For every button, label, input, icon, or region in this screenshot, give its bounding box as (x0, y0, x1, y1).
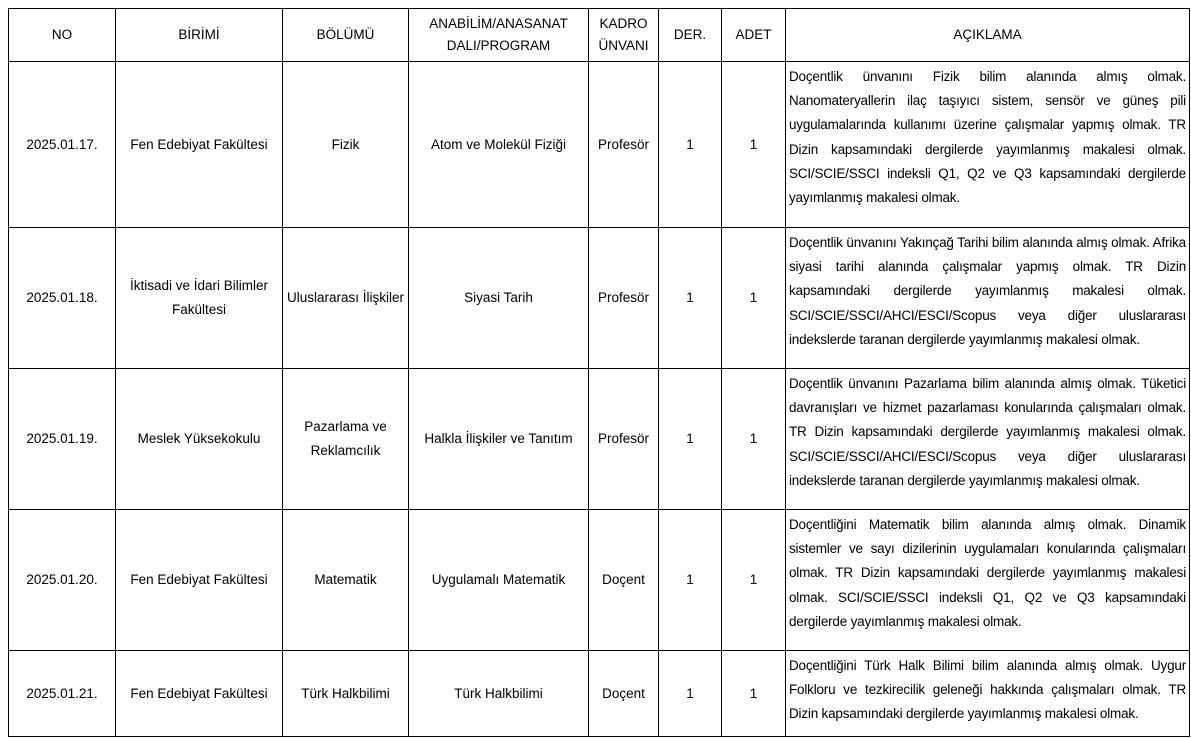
header-kadro: KADRO ÜNVANI (589, 9, 659, 62)
cell-der: 1 (659, 228, 722, 369)
table-row (9, 510, 1190, 651)
header-birimi: BİRİMİ (116, 9, 283, 62)
header-bolumu: BÖLÜMÜ (283, 9, 409, 62)
cell-bolumu: Pazarlama ve Reklamcılık (283, 369, 409, 510)
cell-bolumu: Uluslararası İlişkiler (283, 228, 409, 369)
table-row (9, 62, 1190, 228)
cell-aciklama: Doçentlik ünvanını Pazarlama bilim alanında almış olmak. Tüketici davranışları ve hizmet pazarlaması konularında çalışmaları olmak. TR Dizin kapsamındaki dergilerde yayımlanmış makalesi olmak. SCI/SCIE/SSCI/AHCI/ESCI/Scopus veya diğer uluslararası indekslerde taranan dergilerde yayımlanmış makalesi olmak. (786, 369, 1190, 510)
cell-no: 2025.01.19. (9, 369, 116, 510)
cell-adet: 1 (722, 369, 786, 510)
cell-aciklama: Doçentlik ünvanını Fizik bilim alanında almış olmak. Nanomateryallerin ilaç taşıyıcı sistem, sensör ve güneş pili uygulamalarında kullanımı üzerine çalışmalar yapmış olmak. TR Dizin kapsamındaki dergilerde yayımlanmış makalesi olmak. SCI/SCIE/SSCI indeksli Q1, Q2 ve Q3 kapsamındaki dergilerde yayımlanmış makalesi olmak. (786, 62, 1190, 228)
header-der: DER. (659, 9, 722, 62)
cell-kadro: Profesör (589, 62, 659, 228)
cell-bolumu: Fizik (283, 62, 409, 228)
academic-position-table (8, 8, 1190, 737)
cell-no: 2025.01.17. (9, 62, 116, 228)
cell-bolumu: Matematik (283, 510, 409, 651)
cell-no: 2025.01.18. (9, 228, 116, 369)
cell-adet: 1 (722, 228, 786, 369)
cell-bolumu: Türk Halkbilimi (283, 651, 409, 737)
cell-adet: 1 (722, 651, 786, 737)
table-header-row (9, 9, 1190, 62)
table-row (9, 369, 1190, 510)
header-adet: ADET (722, 9, 786, 62)
cell-der: 1 (659, 651, 722, 737)
cell-anabilim: Halkla İlişkiler ve Tanıtım (409, 369, 589, 510)
cell-anabilim: Türk Halkbilimi (409, 651, 589, 737)
cell-aciklama: Doçentlik ünvanını Yakınçağ Tarihi bilim alanında almış olmak. Afrika siyasi tarihi alanında çalışmalar yapmış olmak. TR Dizin kapsamındaki dergilerde yayımlanmış makalesi olmak. SCI/SCIE/SSCI/AHCI/ESCI/Scopus veya diğer uluslararası indekslerde taranan dergilerde yayımlanmış makalesi olmak. (786, 228, 1190, 369)
cell-der: 1 (659, 369, 722, 510)
cell-aciklama: Doçentliğini Türk Halk Bilimi bilim alanında almış olmak. Uygur Folkloru ve tezkirecilik geleneği hakkında çalışmaları olmak. TR Dizin kapsamındaki dergilerde yayımlanmış makalesi olmak. (786, 651, 1190, 737)
cell-kadro: Profesör (589, 228, 659, 369)
cell-anabilim: Uygulamalı Matematik (409, 510, 589, 651)
cell-anabilim: Siyasi Tarih (409, 228, 589, 369)
cell-aciklama: Doçentliğini Matematik bilim alanında almış olmak. Dinamik sistemler ve sayı dizilerinin uygulamaları konularında çalışmaları olmak. TR Dizin kapsamındaki dergilerde yayımlanmış makalesi olmak. SCI/SCIE/SSCI indeksli Q1, Q2 ve Q3 kapsamındaki dergilerde yayımlanmış makalesi olmak. (786, 510, 1190, 651)
header-no: NO (9, 9, 116, 62)
cell-birimi: Fen Edebiyat Fakültesi (116, 651, 283, 737)
cell-kadro: Doçent (589, 651, 659, 737)
cell-kadro: Profesör (589, 369, 659, 510)
cell-no: 2025.01.21. (9, 651, 116, 737)
cell-birimi: İktisadi ve İdari Bilimler Fakültesi (116, 228, 283, 369)
cell-kadro: Doçent (589, 510, 659, 651)
table-row (9, 228, 1190, 369)
table-row (9, 651, 1190, 737)
cell-anabilim: Atom ve Molekül Fiziği (409, 62, 589, 228)
cell-no: 2025.01.20. (9, 510, 116, 651)
position-table-wrapper (8, 8, 1190, 737)
cell-adet: 1 (722, 510, 786, 651)
cell-birimi: Fen Edebiyat Fakültesi (116, 510, 283, 651)
cell-der: 1 (659, 510, 722, 651)
cell-der: 1 (659, 62, 722, 228)
header-anabilim: ANABİLİM/ANASANAT DALI/PROGRAM (409, 9, 589, 62)
cell-birimi: Fen Edebiyat Fakültesi (116, 62, 283, 228)
cell-adet: 1 (722, 62, 786, 228)
cell-birimi: Meslek Yüksekokulu (116, 369, 283, 510)
header-aciklama: AÇIKLAMA (786, 9, 1190, 62)
